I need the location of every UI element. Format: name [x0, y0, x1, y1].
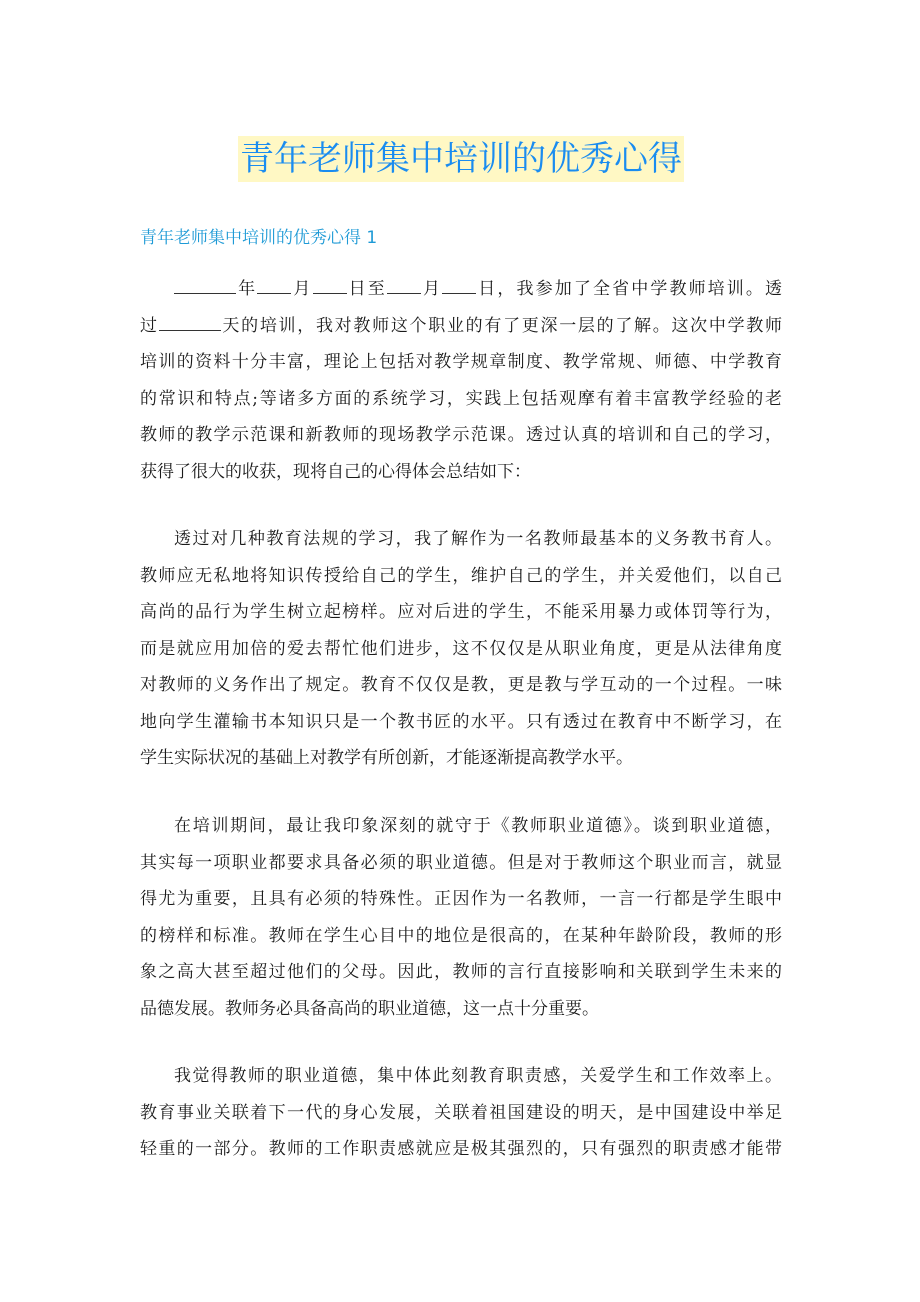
paragraph-line: 轻重的一部分。教师的工作职责感就应是极其强烈的，只有强烈的职责感才能带 [140, 1139, 782, 1159]
paragraph-2 [140, 521, 782, 777]
paragraph-line: 的榜样和标准。教师在学生心目中的地位是很高的，在某种年龄阶段，教师的形 [140, 925, 782, 946]
paragraph-line [140, 271, 782, 308]
fill-blank-day [313, 279, 347, 294]
text-segment: 月 [291, 279, 313, 299]
paragraph-3 [140, 808, 782, 1027]
paragraph-line: 我觉得教师的职业道德，集中体此刻教育职责感，关爱学生和工作效率上。 [174, 1066, 782, 1086]
paragraph-line: 的常识和特点;等诸多方面的系统学习，实践上包括观摩有着丰富教学经验的老 [140, 388, 782, 409]
fill-blank-month [257, 279, 291, 294]
paragraph-1 [140, 271, 782, 490]
text-segment: 日，我参加了全省中学教师培训。透 [476, 279, 783, 299]
fill-blank-day [442, 279, 476, 294]
paragraph-line: 培训的资料十分丰富，理论上包括对教学规章制度、教学常规、师德、中学教育 [140, 352, 782, 372]
text-segment: 过 [140, 315, 159, 336]
fill-blank-days [159, 316, 221, 331]
paragraph-line: 透过对几种教育法规的学习，我了解作为一名教师最基本的义务教书育人。 [174, 529, 782, 549]
paragraph-line: 学生实际状况的基础上对教学有所创新，才能逐渐提高教学水平。 [140, 748, 633, 768]
document-title: 青年老师集中培训的优秀心得 [238, 136, 684, 182]
paragraph-line: 品德发展。教师务必具备高尚的职业道德，这一点十分重要。 [140, 998, 599, 1019]
text-segment: 月 [420, 279, 443, 299]
text-segment: 年 [236, 279, 258, 299]
text-segment: 天的培训，我对教师这个职业的有了更深一层的了解。这次中学教师 [220, 315, 783, 336]
paragraph-line: 其实每一项职业都要求具备必须的职业道德。但是对于教师这个职业而言，就显 [140, 852, 782, 873]
paragraph-line: 高尚的品行为学生树立起榜样。应对后进的学生，不能采用暴力或体罚等行为， [140, 602, 782, 622]
paragraph-line: 教育事业关联着下一代的身心发展，关联着祖国建设的明天，是中国建设中举足 [140, 1102, 782, 1123]
paragraph-line: 对教师的义务作出了规定。教育不仅仅是教，更是教与学互动的一个过程。一味 [140, 675, 782, 695]
paragraph-line [140, 308, 782, 345]
text-segment: 日至 [346, 279, 387, 299]
paragraph-line: 得尤为重要，且具有必须的特殊性。正因作为一名教师，一言一行都是学生眼中 [140, 889, 782, 909]
paragraph-line: 教师的教学示范课和新教师的现场教学示范课。透过认真的培训和自己的学习， [140, 425, 782, 445]
paragraph-line: 而是就应用加倍的爱去帮忙他们进步，这不仅仅是从职业角度，更是从法律角度 [140, 638, 782, 659]
title-container [140, 136, 782, 182]
fill-blank-year [174, 279, 236, 294]
paragraph-line: 在培训期间，最让我印象深刻的就守于《教师职业道德》。谈到职业道德， [174, 816, 782, 836]
paragraph-4 [140, 1058, 782, 1168]
paragraph-line: 象之高大甚至超过他们的父母。因此，教师的言行直接影响和关联到学生未来的 [140, 962, 782, 982]
fill-blank-month [387, 279, 421, 294]
paragraph-line: 教师应无私地将知识传授给自己的学生，维护自己的学生，并关爱他们，以自己 [140, 565, 782, 586]
section-heading: 青年老师集中培训的优秀心得 1 [140, 228, 378, 248]
paragraph-line: 地向学生灌输书本知识只是一个教书匠的水平。只有透过在教育中不断学习，在 [140, 711, 782, 732]
paragraph-line: 获得了很大的收获，现将自己的心得体会总结如下： [140, 461, 531, 482]
